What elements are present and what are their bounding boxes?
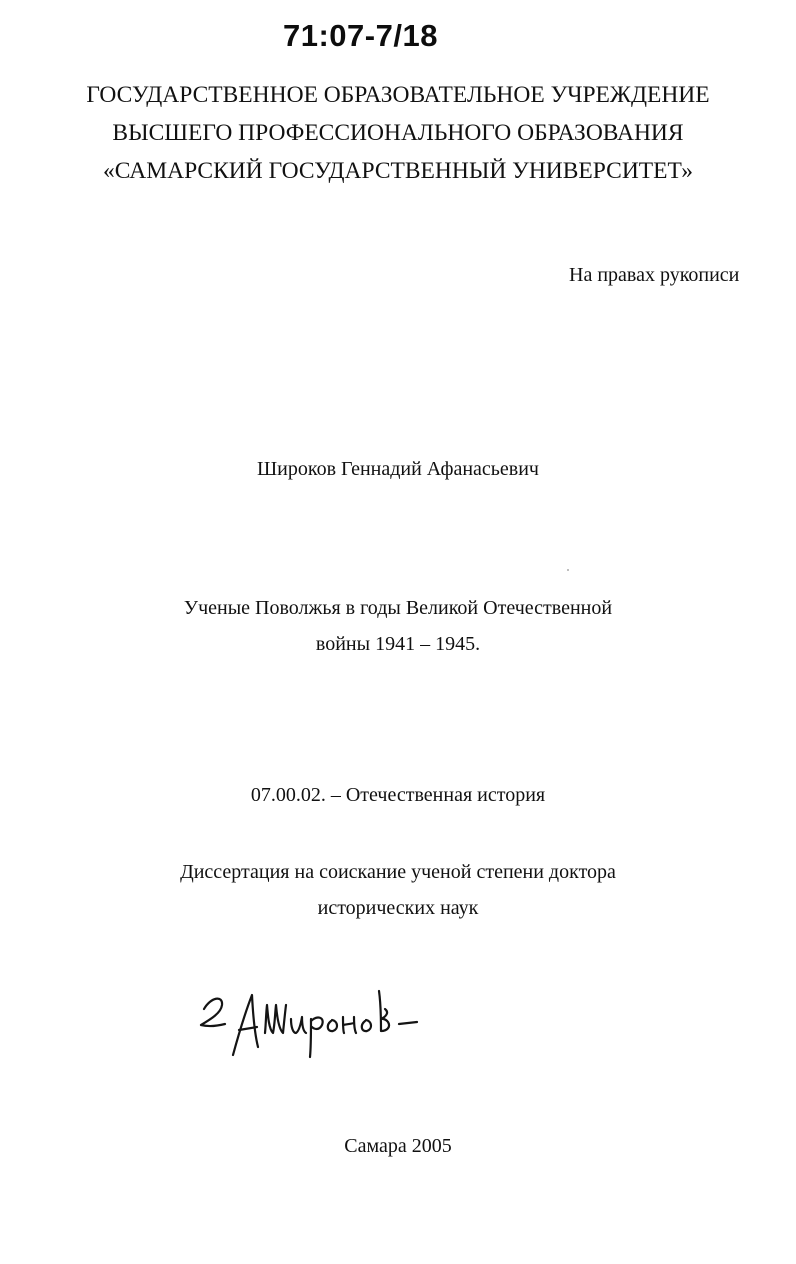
institution-line-3: «САМАРСКИЙ ГОСУДАРСТВЕННЫЙ УНИВЕРСИТЕТ» xyxy=(102,158,693,184)
institution-line-1: ГОСУДАРСТВЕННОЕ ОБРАЗОВАТЕЛЬНОЕ УЧРЕЖДЕНИЕ xyxy=(86,82,710,108)
rights-note: На правах рукописи xyxy=(569,264,740,286)
scan-speck xyxy=(567,569,569,571)
specialty-code: 07.00.02. – Отечественная история xyxy=(250,784,546,806)
author-signature xyxy=(195,975,435,1065)
degree-line-1: Диссертация на соискание ученой степени доктора xyxy=(180,861,616,883)
title-line-1: Ученые Поволжья в годы Великой Отечественной xyxy=(183,597,613,619)
degree-line-2: исторических наук xyxy=(317,897,479,919)
institution-header xyxy=(0,76,796,190)
degree-statement xyxy=(0,854,796,926)
title-line-2: войны 1941 – 1945. xyxy=(315,633,481,655)
place-and-year: Самара 2005 xyxy=(344,1135,452,1157)
catalog-code-stamp: 71:07-7/18 xyxy=(283,18,438,53)
institution-line-2: ВЫСШЕГО ПРОФЕССИОНАЛЬНОГО ОБРАЗОВАНИЯ xyxy=(112,120,684,146)
author-name: Широков Геннадий Афанасьевич xyxy=(257,458,539,480)
dissertation-title xyxy=(0,590,796,662)
